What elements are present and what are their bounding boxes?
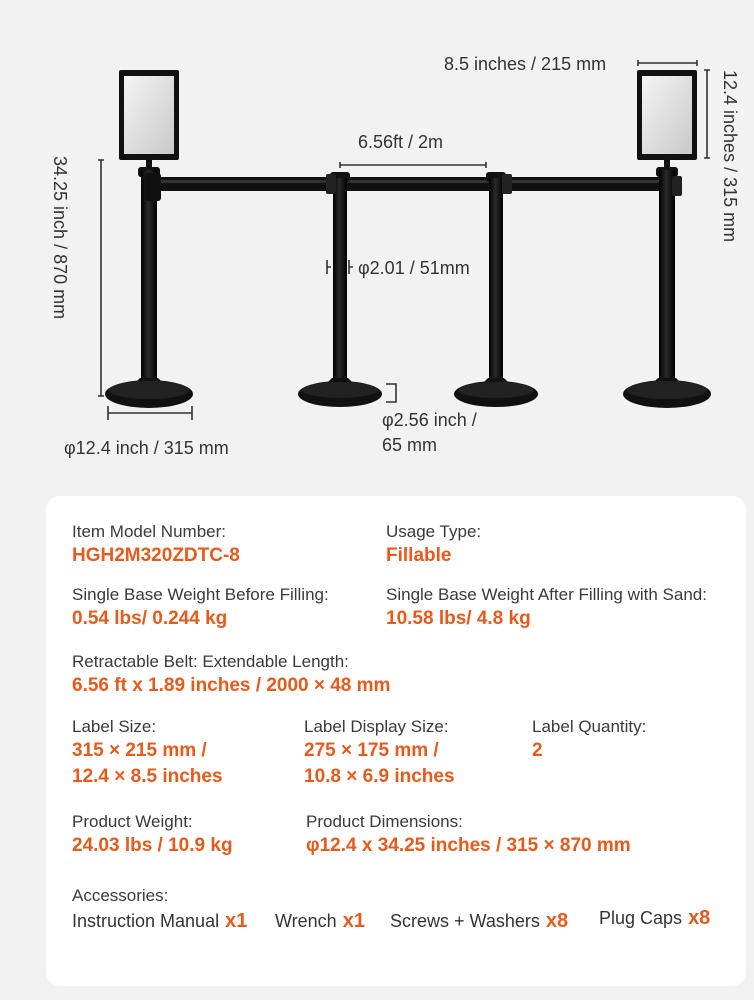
sign-height-dimension-line — [704, 70, 710, 158]
base-height-label-line2: 65 mm — [382, 435, 438, 455]
base-height-label-line1: φ2.56 inch / — [382, 410, 477, 430]
base-diameter-label: φ12.4 inch / 315 mm — [64, 438, 229, 458]
label-display-size-value-line1: 275 × 175 mm / — [304, 740, 439, 761]
accessory-item — [72, 909, 247, 933]
label-size-value-line2: 12.4 × 8.5 inches — [72, 766, 223, 787]
product-dimension-diagram — [0, 0, 754, 480]
belt-length-dimension-line — [340, 162, 486, 168]
label-size-label: Label Size: — [72, 717, 157, 736]
label-quantity-value: 2 — [532, 740, 543, 761]
stanchion-post-middle-right — [454, 172, 538, 407]
weight-after-label: Single Base Weight After Filling with Sand: — [386, 585, 707, 604]
sign-width-dimension-line — [638, 60, 697, 66]
accessory-name: Plug Caps — [599, 908, 683, 928]
stanchion-post-with-sign-right — [623, 70, 711, 408]
retractable-belt — [150, 177, 670, 191]
belt-length-label: 6.56ft / 2m — [358, 132, 444, 152]
pole-diameter-label: φ2.01 / 51mm — [358, 258, 470, 278]
product-weight-value: 24.03 lbs / 10.9 kg — [72, 835, 233, 856]
base-height-dimension-line — [386, 384, 396, 402]
accessory-name: Wrench — [275, 911, 337, 931]
accessory-name: Instruction Manual — [72, 911, 220, 931]
accessories-label: Accessories: — [72, 886, 169, 905]
label-size-value-line1: 315 × 215 mm / — [72, 740, 207, 761]
accessory-item — [599, 906, 710, 930]
specifications-card — [46, 496, 746, 986]
sign-width-label: 8.5 inches / 215 mm — [444, 54, 607, 74]
weight-after-value: 10.58 lbs/ 4.8 kg — [386, 608, 531, 629]
post-height-dimension-line — [98, 160, 104, 396]
label-display-size-label: Label Display Size: — [304, 717, 449, 736]
post-height-label: 34.25 inch / 870 mm — [50, 156, 70, 320]
accessory-qty: x8 — [688, 907, 711, 929]
model-number-value: HGH2M320ZDTC-8 — [72, 545, 240, 566]
weight-before-value: 0.54 lbs/ 0.244 kg — [72, 608, 228, 629]
belt-length-spec-value: 6.56 ft x 1.89 inches / 2000 × 48 mm — [72, 675, 391, 696]
accessory-qty: x1 — [342, 910, 365, 932]
usage-type-label: Usage Type: — [386, 522, 482, 541]
model-number-label: Item Model Number: — [72, 522, 226, 541]
stanchion-post-with-sign-left — [105, 70, 193, 408]
accessory-qty: x8 — [545, 910, 569, 932]
sign-height-label: 12.4 inches / 315 mm — [720, 70, 740, 243]
base-diameter-dimension-line — [108, 406, 192, 420]
usage-type-value: Fillable — [386, 545, 452, 566]
accessory-qty: x1 — [225, 910, 248, 932]
label-display-size-value-line2: 10.8 × 6.9 inches — [304, 766, 455, 787]
weight-before-label: Single Base Weight Before Filling: — [72, 585, 329, 604]
product-dimensions-label: Product Dimensions: — [306, 812, 463, 831]
product-dimensions-value: φ12.4 x 34.25 inches / 315 × 870 mm — [306, 835, 631, 856]
accessory-item — [275, 909, 365, 933]
accessory-item — [390, 909, 568, 933]
label-quantity-label: Label Quantity: — [532, 717, 647, 736]
accessory-name: Screws + Washers — [390, 911, 540, 931]
stanchion-post-middle-left — [298, 172, 382, 407]
belt-length-spec-label: Retractable Belt: Extendable Length: — [72, 652, 349, 671]
product-weight-label: Product Weight: — [72, 812, 193, 831]
